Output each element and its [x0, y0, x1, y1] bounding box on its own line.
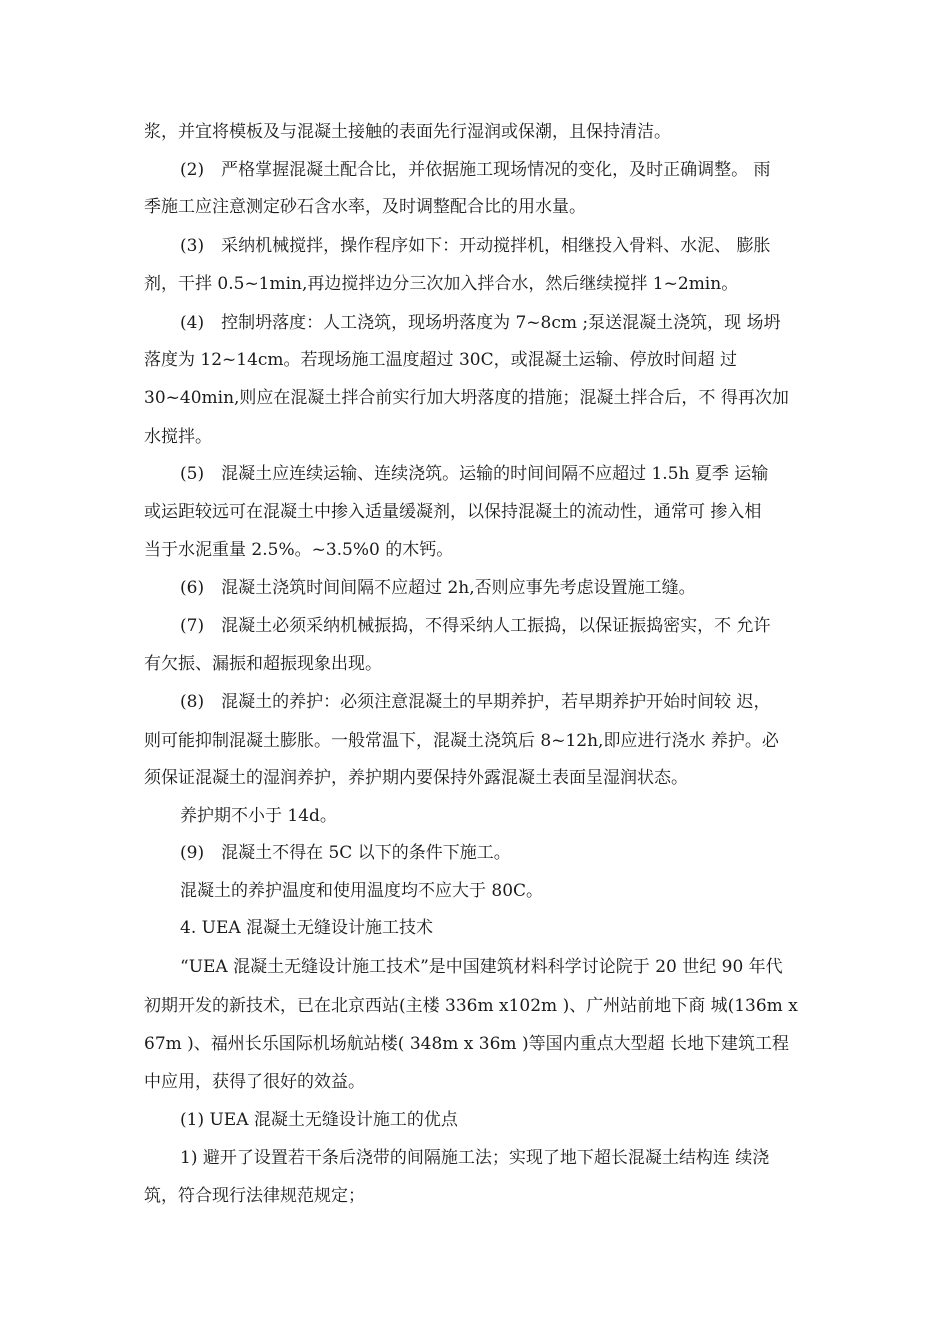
text-line: 筑，符合现行法律规范规定；: [144, 1186, 365, 1206]
text-line: (5) 混凝土应连续运输、连续浇筑。运输的时间间隔不应超过 1.5h 夏季 运输: [180, 464, 769, 484]
text-line: 落度为 12~14cm。若现场施工温度超过 30C，或混凝土运输、停放时间超 过: [144, 350, 737, 370]
text-line: 1) 避开了设置若干条后浇带的间隔施工法；实现了地下超长混凝土结构连 续浇: [180, 1148, 770, 1168]
text-line: 养护期不小于 14d。: [180, 806, 337, 826]
text-line: 初期开发的新技术，已在北京西站(主楼 336m x102m )、广州站前地下商 城(136m x: [144, 996, 798, 1016]
text-line: “UEA 混凝土无缝设计施工技术”是中国建筑材料科学讨论院于 20 世纪 90 年代: [180, 957, 783, 977]
text-line: 30~40min,则应在混凝土拌合前实行加大坍落度的措施；混凝土拌合后，不 得再次加: [144, 388, 789, 408]
text-line: 67m )、福州长乐国际机场航站楼( 348m x 36m )等国内重点大型超 长地下建筑工程: [144, 1034, 789, 1054]
section-heading: 4. UEA 混凝土无缝设计施工技术: [180, 918, 434, 938]
text-line: 中应用，获得了很好的效益。: [144, 1072, 365, 1092]
text-line: 剂，干拌 0.5~1min,再边搅拌边分三次加入拌合水，然后继续搅拌 1~2min。: [144, 274, 739, 294]
text-line: 当于水泥重量 2.5%。~3.5%0 的木钙。: [144, 540, 454, 560]
subsection-heading: (1) UEA 混凝土无缝设计施工的优点: [180, 1110, 458, 1130]
text-line: (7) 混凝土必须采纳机械振捣，不得采纳人工振捣，以保证振捣密实，不 允许: [180, 616, 771, 636]
text-line: (3) 采纳机械搅拌，操作程序如下：开动搅拌机，相继投入骨料、水泥、 膨胀: [180, 236, 771, 256]
text-line: (4) 控制坍落度：人工浇筑，现场坍落度为 7~8cm ;泵送混凝土浇筑，现 场坍: [180, 313, 781, 333]
text-line: (8) 混凝土的养护：必须注意混凝土的早期养护，若早期养护开始时间较 迟，: [180, 692, 771, 712]
text-line: 浆，并宜将模板及与混凝土接触的表面先行湿润或保潮，且保持清洁。: [144, 122, 671, 142]
text-line: 则可能抑制混凝土膨胀。一般常温下，混凝土浇筑后 8~12h,即应进行浇水 养护。必: [144, 731, 779, 751]
text-line: 须保证混凝土的湿润养护，养护期内要保持外露混凝土表面呈湿润状态。: [144, 768, 688, 788]
text-line: 有欠振、漏振和超振现象出现。: [144, 654, 382, 674]
text-line: (2) 严格掌握混凝土配合比，并依据施工现场情况的变化，及时正确调整。 雨: [180, 160, 771, 180]
text-line: 水搅拌。: [144, 427, 212, 447]
text-line: 或运距较远可在混凝土中掺入适量缓凝剂，以保持混凝土的流动性，通常可 掺入相: [144, 502, 762, 522]
text-line: (6) 混凝土浇筑时间间隔不应超过 2h,否则应事先考虑设置施工缝。: [180, 578, 696, 598]
text-line: 混凝土的养护温度和使用温度均不应大于 80C。: [180, 881, 544, 901]
text-line: (9) 混凝土不得在 5C 以下的条件下施工。: [180, 843, 511, 863]
text-line: 季施工应注意测定砂石含水率，及时调整配合比的用水量。: [144, 197, 586, 217]
